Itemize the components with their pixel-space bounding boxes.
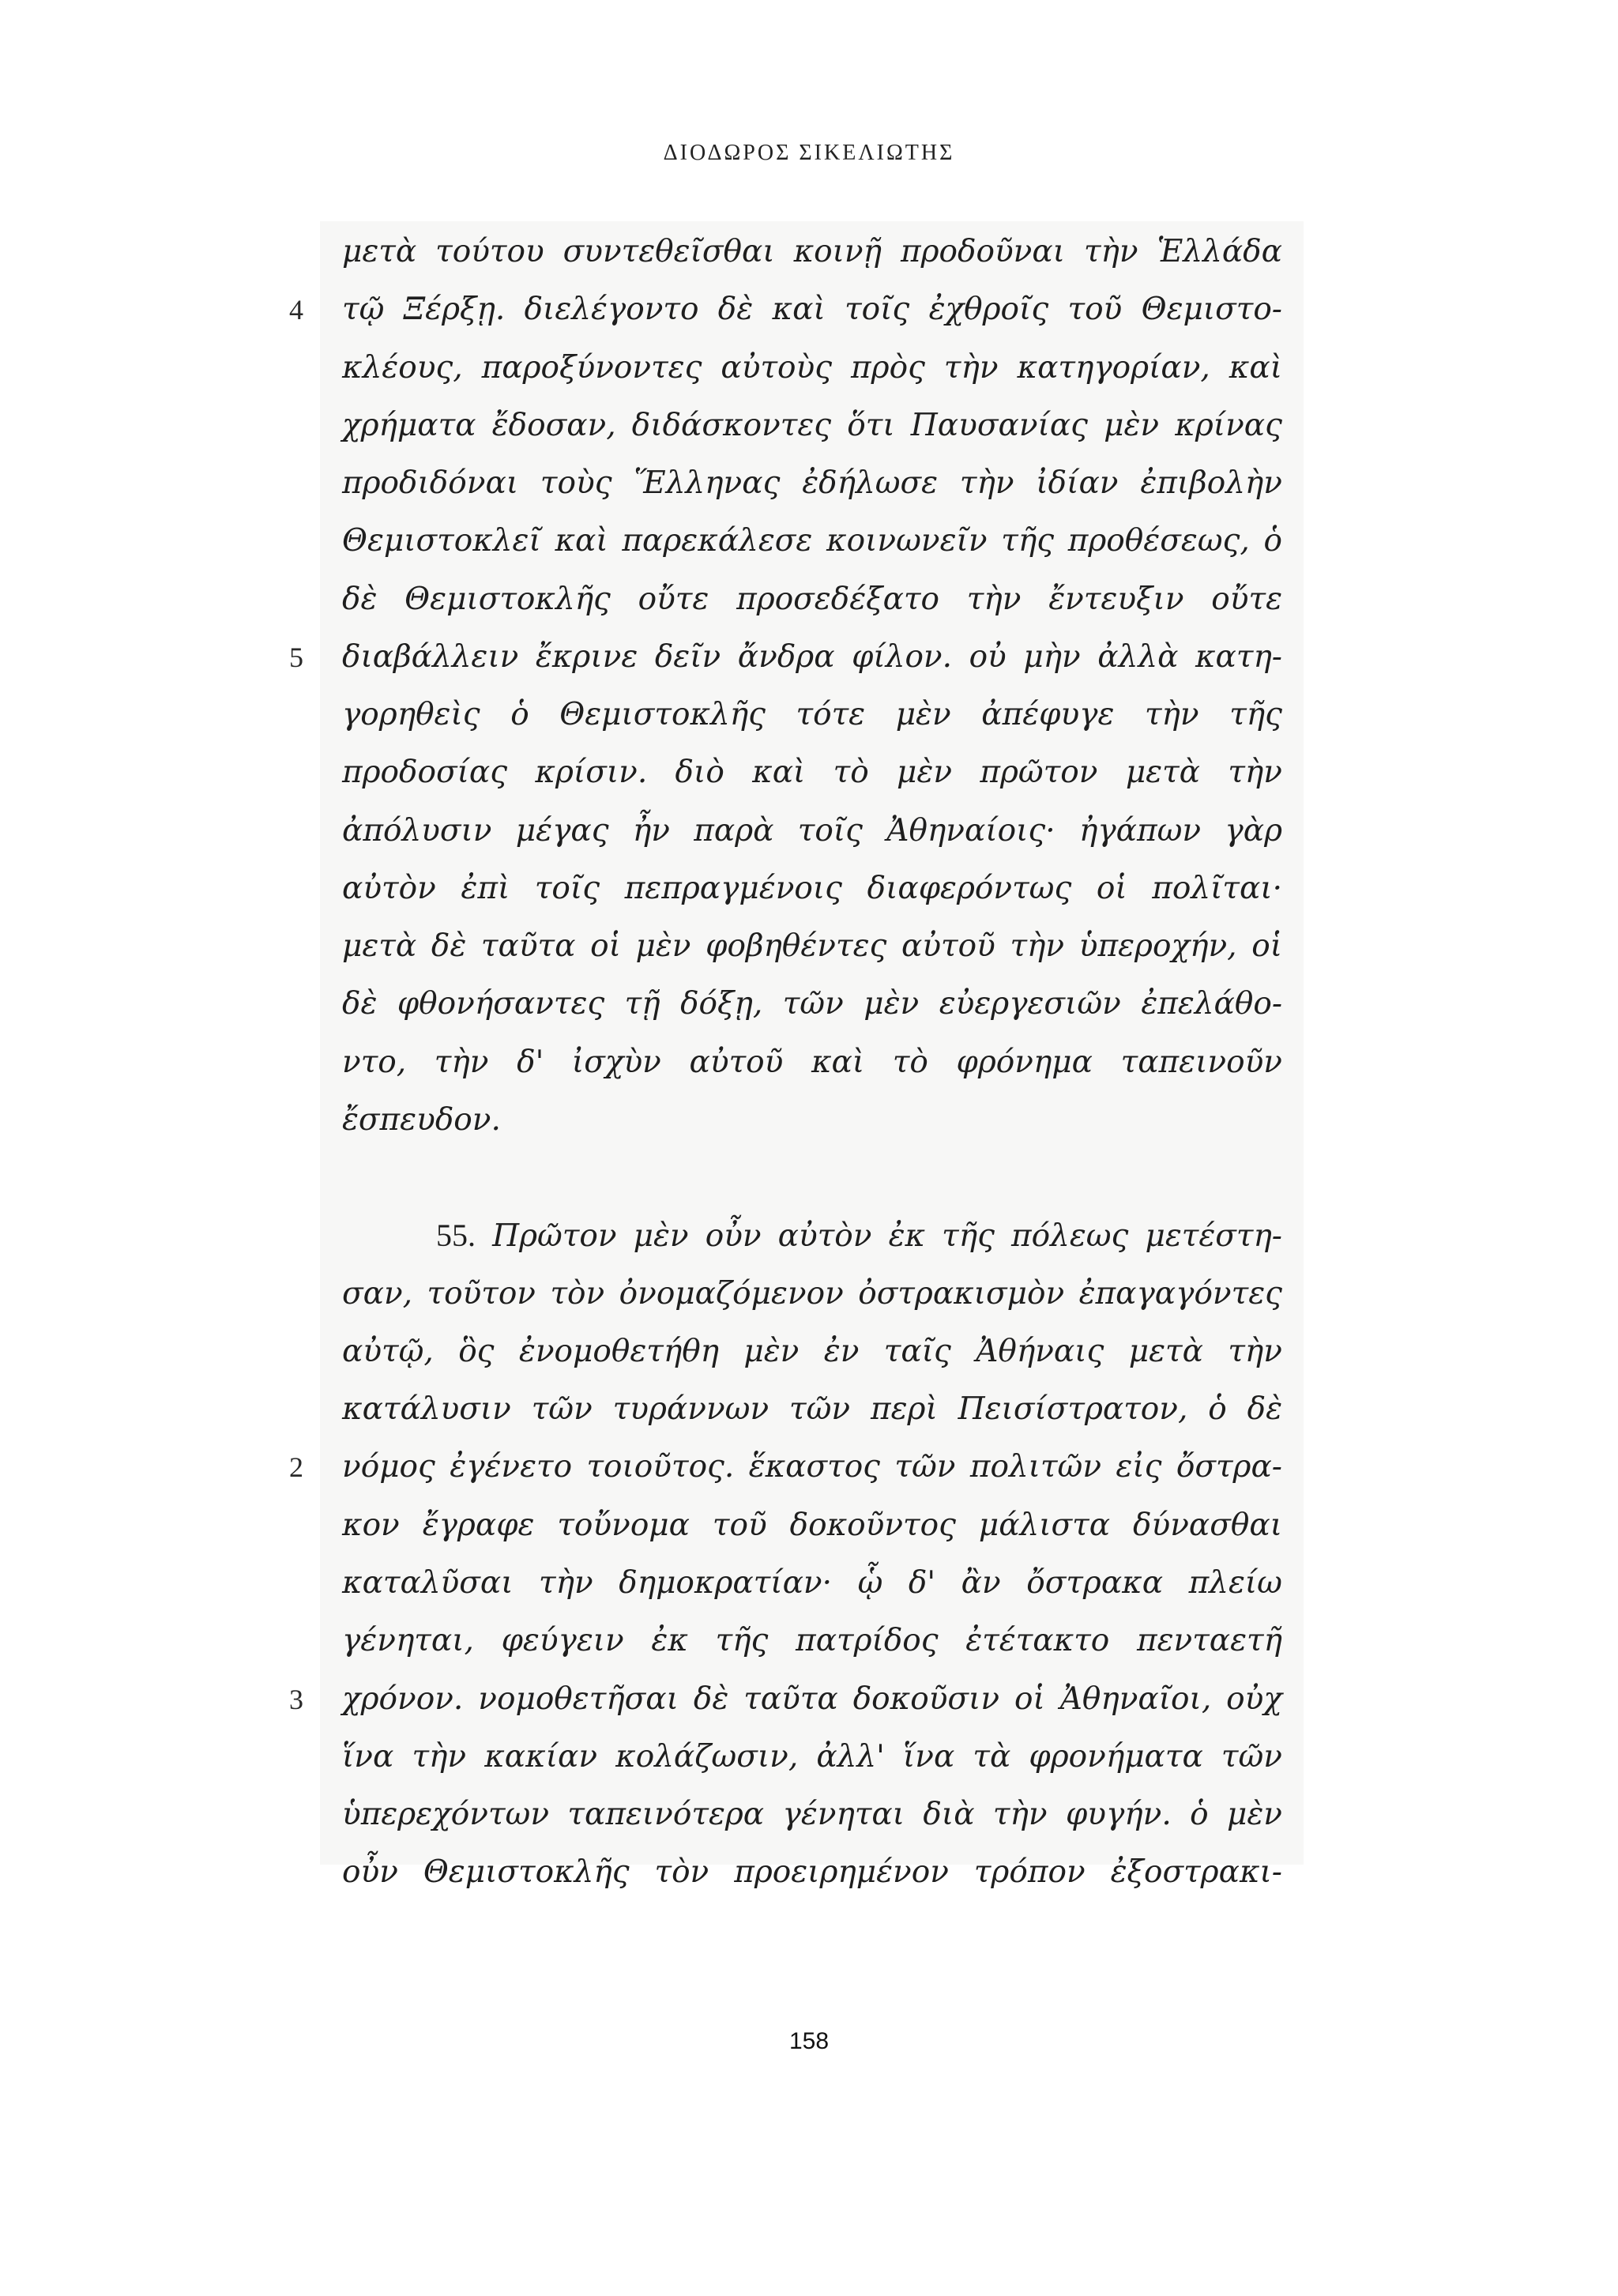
text-line: ντο, τὴν δ' ἰσχὺν αὐτοῦ καὶ τὸ φρόνημα ταπεινοῦν [342,1044,1282,1080]
text-line: χρόνον. νομοθετῆσαι δὲ ταῦτα δοκοῦσιν οἱ Ἀθηναῖοι, οὐχ [342,1681,1282,1717]
section-first-line [436,1215,1282,1257]
text-line: ἀπόλυσιν μέγας ἦν παρὰ τοῖς Ἀθηναίοις· ἠγάπων γὰρ [342,813,1282,849]
text-line: τῷ Ξέρξῃ. διελέγοντο δὲ καὶ τοῖς ἐχθροῖς τοῦ Θεμιστο- [342,292,1282,327]
text-line: διαβάλλειν ἔκρινε δεῖν ἄνδρα φίλον. οὐ μὴν ἀλλὰ κατη- [342,639,1282,675]
text-line: ἔσπευδον. [342,1102,501,1138]
margin-number: 2 [289,1451,303,1483]
text-line: μετὰ δὲ ταῦτα οἱ μὲν φοβηθέντες αὐτοῦ τὴν ὑπεροχήν, οἱ [342,928,1282,964]
text-line: μετὰ τούτου συντεθεῖσθαι κοινῇ προδοῦναι τὴν Ἑλλάδα [342,234,1282,269]
margin-number: 3 [289,1684,303,1715]
text-line: Θεμιστοκλεῖ καὶ παρεκάλεσε κοινωνεῖν τῆς προθέσεως, ὁ [342,523,1282,559]
section-number: 55. [436,1218,476,1253]
text-line: οὖν Θεμιστοκλῆς τὸν προειρημένον τρόπον ἐξοστρακι- [342,1854,1282,1890]
text-line: γορηθεὶς ὁ Θεμιστοκλῆς τότε μὲν ἀπέφυγε τὴν τῆς [342,697,1282,732]
text-line: προδιδόναι τοὺς Ἕλληνας ἐδήλωσε τὴν ἰδίαν ἐπιβολὴν [342,465,1282,501]
text-line: χρήματα ἔδοσαν, διδάσκοντες ὅτι Παυσανίας μὲν κρίνας [342,408,1282,443]
page-number: 158 [788,2028,830,2054]
text-line: προδοσίας κρίσιν. διὸ καὶ τὸ μὲν πρῶτον μετὰ τὴν [342,755,1282,790]
margin-number: 4 [289,294,303,326]
text-line: σαν, τοῦτον τὸν ὀνομαζόμενον ὀστρακισμὸν ἐπαγαγόντες [342,1276,1282,1312]
text-line: δὲ Θεμιστοκλῆς οὔτε προσεδέξατο τὴν ἔντευξιν οὔτε [342,582,1282,617]
text-line: αὐτὸν ἐπὶ τοῖς πεπραγμένοις διαφερόντως οἱ πολῖται· [342,871,1282,906]
text-line: αὐτῷ, ὃς ἐνομοθετήθη μὲν ἐν ταῖς Ἀθήναις μετὰ τὴν [342,1334,1282,1369]
running-head: ΔΙΟΔΩΡΟΣ ΣΙΚΕΛΙΩΤΗΣ [663,141,955,165]
text-line: γένηται, φεύγειν ἐκ τῆς πατρίδος ἐτέτακτο πενταετῆ [342,1623,1282,1658]
text-line: κλέους, παροξύνοντες αὐτοὺς πρὸς τὴν κατηγορίαν, καὶ [342,350,1282,386]
text-line: ὑπερεχόντων ταπεινότερα γένηται διὰ τὴν φυγήν. ὁ μὲν [342,1797,1282,1832]
text-line: νόμος ἐγένετο τοιοῦτος. ἕκαστος τῶν πολιτῶν εἰς ὄστρα- [342,1449,1282,1485]
text-line: δὲ φθονήσαντες τῇ δόξῃ, τῶν μὲν εὐεργεσιῶν ἐπελάθο- [342,986,1282,1022]
text-line: Πρῶτον μὲν οὖν αὐτὸν ἐκ τῆς πόλεως μετέστη- [492,1218,1282,1254]
text-line: κον ἔγραφε τοὔνομα τοῦ δοκοῦντος μάλιστα δύνασθαι [342,1507,1282,1543]
text-line: κατάλυσιν τῶν τυράννων τῶν περὶ Πεισίστρατον, ὁ δὲ [342,1391,1282,1427]
text-line: ἵνα τὴν κακίαν κολάζωσιν, ἀλλ' ἵνα τὰ φρονήματα τῶν [342,1739,1282,1775]
margin-number: 5 [289,642,303,673]
text-line: καταλῦσαι τὴν δημοκρατίαν· ᾧ δ' ἂν ὄστρακα πλείω [342,1565,1282,1601]
